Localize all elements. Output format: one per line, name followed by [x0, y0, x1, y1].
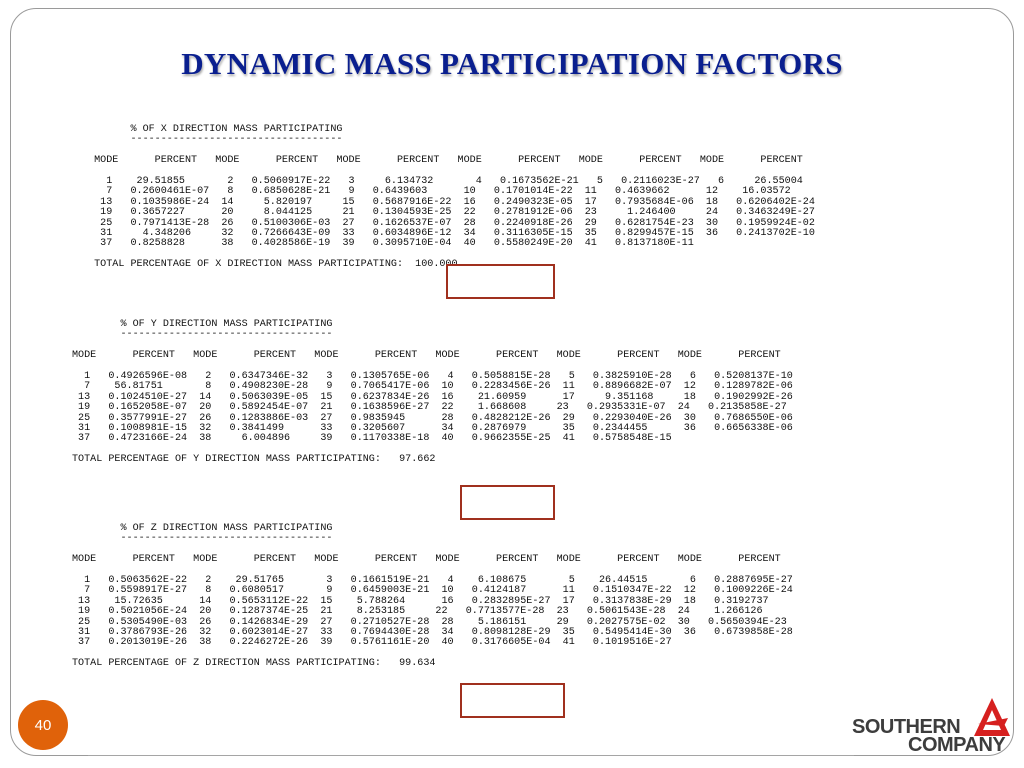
footer-divider — [88, 755, 854, 756]
logo-line2: COMPANY — [908, 734, 1006, 756]
y-direction-table: % OF Y DIRECTION MASS PARTICIPATING ----------------------------------- MODE PERCENT MODE PERCENT MODE PERCENT MODE PERCENT MODE PERCENT MODE PERCENT 1 0.4926596E-08 2 0.6347346E-32 3 0.1305765E-06 4 0.5058815E-28 5 0.3825910E-28 6 0.5208137E-10 7 56.81751 8 0.4908230E-28 9 0.7065417E-06 10 0.2283456E-26 11 0.8896682E-07 12 0.1289782E-06 13 0.1024510E-27 14 0.5063039E-05 15 0.6237834E-26 16 21.60959 17 9.351168 18 0.1902992E-26 19 0.1652058E-07 20 0.5892454E-07 21 0.1638596E-27 22 1.668608 23 0.2935331E-07 24 0.2135858E-27 25 0.3577991E-27 26 0.1283886E-03 27 0.9835945 28 0.4828212E-26 29 0.2293040E-26 30 0.7686550E-06 31 0.1008981E-15 32 0.3841499 33 0.3205607 34 0.2876979 35 0.2344455 36 0.6656338E-06 37 0.4723166E-24 38 6.004896 39 0.1170338E-18 40 0.9662355E-25 41 0.5758548E-15 TOTAL PERCENTAGE OF Y DIRECTION MASS PARTICIPATING: 97.662 — [72, 319, 793, 466]
y-total-highlight — [460, 485, 555, 520]
x-direction-table: % OF X DIRECTION MASS PARTICIPATING ----------------------------------- MODE PERCENT MODE PERCENT MODE PERCENT MODE PERCENT MODE PERCENT MODE PERCENT 1 29.51855 2 0.5060917E-22 3 6.134732 4 0.1673562E-21 5 0.2116023E-27 6 26.55004 7 0.2600461E-07 8 0.6850628E-21 9 0.6439603 10 0.1701014E-22 11 0.4639662 12 16.03572 13 0.1035986E-24 14 5.820197 15 0.5687916E-22 16 0.2490323E-05 17 0.7935684E-06 18 0.6206402E-24 19 0.3657227 20 8.044125 21 0.1304593E-25 22 0.2781912E-06 23 1.246400 24 0.3463249E-27 25 0.7971413E-28 26 0.5100306E-03 27 0.1626537E-07 28 0.2240918E-26 29 0.6281754E-23 30 0.1959924E-02 31 4.348206 32 0.7266643E-09 33 0.6034896E-12 34 0.3116305E-15 35 0.8299457E-15 36 0.2413702E-10 37 0.8258828 38 0.4028586E-19 39 0.3095710E-04 40 0.5580249E-20 41 0.8137180E-11 TOTAL PERCENTAGE OF X DIRECTION MASS PARTICIPATING: 100.000 — [94, 124, 815, 271]
z-direction-table: % OF Z DIRECTION MASS PARTICIPATING ----------------------------------- MODE PERCENT MODE PERCENT MODE PERCENT MODE PERCENT MODE PERCENT MODE PERCENT 1 0.5063562E-22 2 29.51765 3 0.1661519E-21 4 6.108675 5 26.44515 6 0.2887695E-27 7 0.5598917E-27 8 0.6080517 9 0.6459003E-21 10 0.4124187 11 0.1510347E-22 12 0.1009226E-24 13 15.72635 14 0.5653112E-22 15 5.788264 16 0.2832895E-27 17 0.3137838E-29 18 0.3192737 19 0.5021056E-24 20 0.1287374E-25 21 8.253185 22 0.7713577E-28 23 0.5061543E-28 24 1.266126 25 0.5305490E-03 26 0.1426834E-29 27 0.2710527E-28 28 5.186151 29 0.2027575E-02 30 0.5650394E-23 31 0.3786793E-26 32 0.6023014E-27 33 0.7694430E-28 34 0.8098128E-29 35 0.5495414E-30 36 0.6739858E-28 37 0.2013019E-26 38 0.2246272E-26 39 0.5761161E-20 40 0.3176605E-04 41 0.1019516E-27 TOTAL PERCENTAGE OF Z DIRECTION MASS PARTICIPATING: 99.634 — [72, 523, 793, 670]
logo-line1: SOUTHERN — [852, 716, 961, 738]
page-number-badge — [18, 700, 68, 750]
southern-company-logo — [850, 716, 1020, 756]
page-number: 40 — [34, 716, 52, 734]
x-total-highlight — [446, 264, 555, 299]
page-title: DYNAMIC MASS PARTICIPATION FACTORS — [181, 46, 843, 81]
logo-triangle-icon — [968, 696, 1012, 738]
z-total-highlight — [460, 683, 565, 718]
